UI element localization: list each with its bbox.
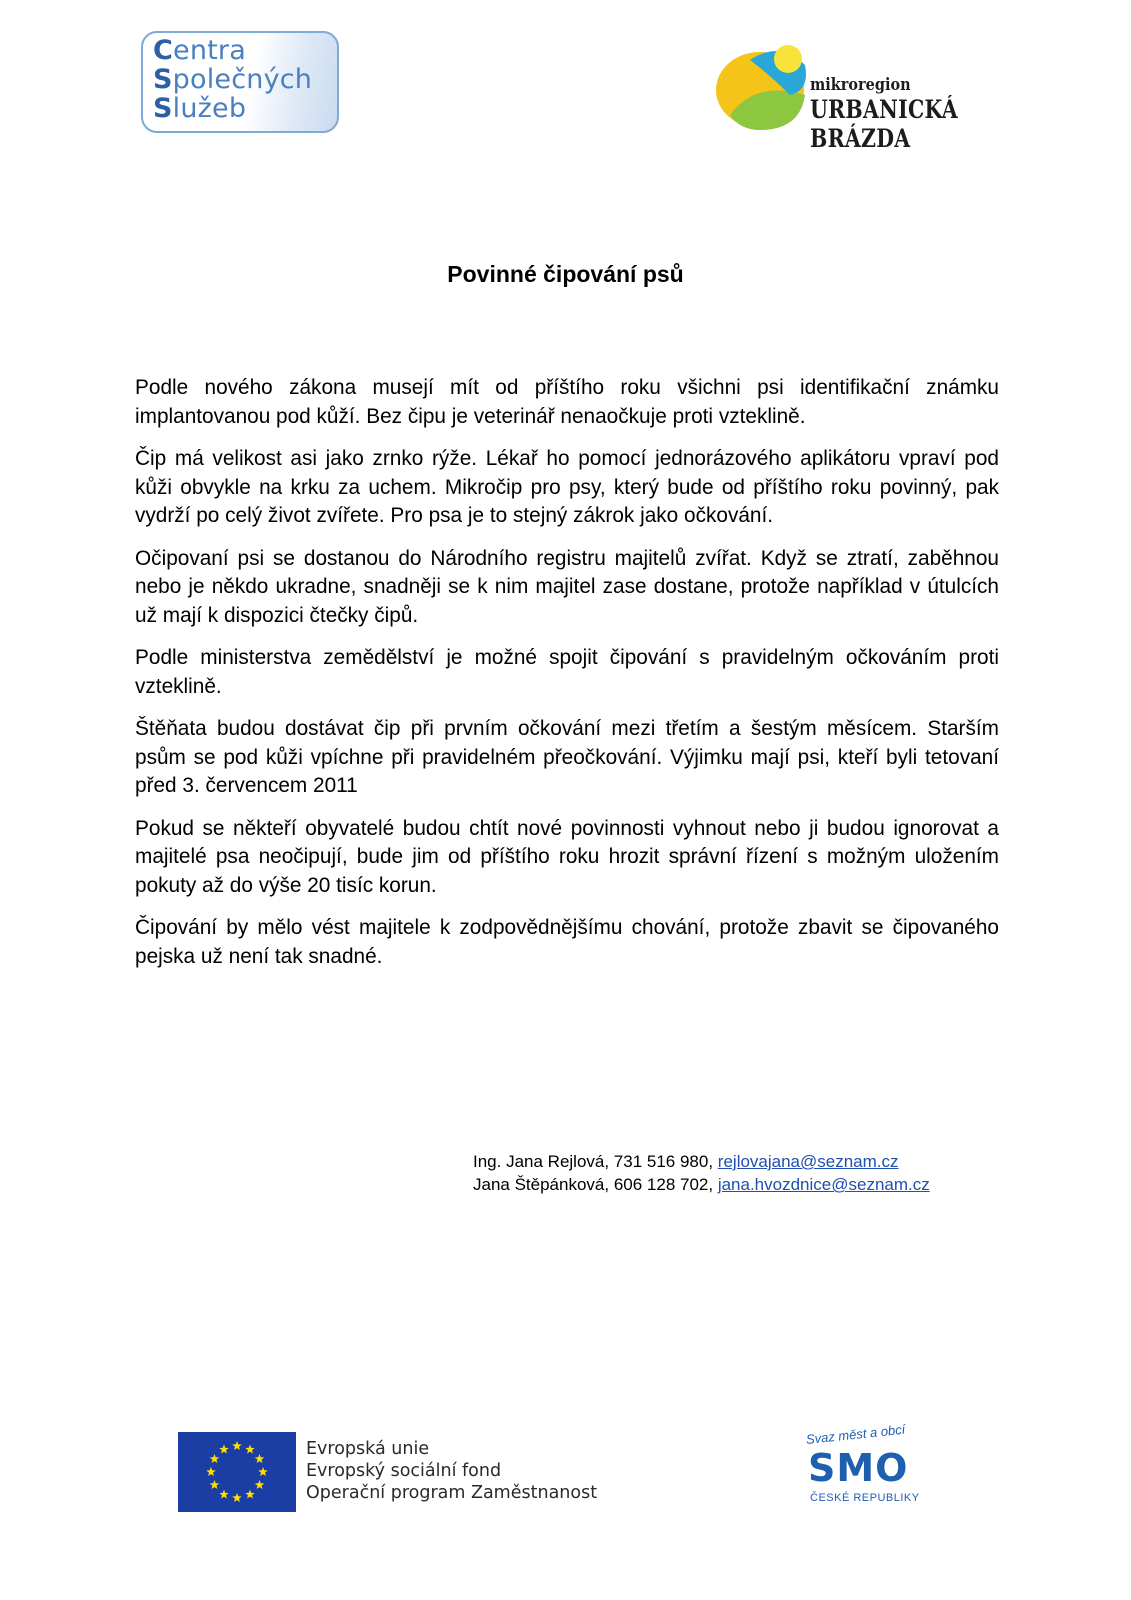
contact-line	[473, 1173, 930, 1196]
eu-star-icon	[245, 1490, 255, 1499]
email-link[interactable]: rejlovajana@seznam.cz	[717, 1152, 899, 1171]
smo-top-text: Svaz měst a obcí	[805, 1421, 906, 1447]
eu-star-icon	[232, 1493, 242, 1502]
logo-line-3: Služeb	[153, 93, 247, 124]
smo-logo	[800, 1421, 920, 1512]
contact-text: Jana Štěpánková, 606 128 702,	[473, 1175, 718, 1194]
eu-star-icon	[245, 1444, 255, 1453]
contacts-block	[473, 1150, 930, 1196]
paragraph: Očipovaní psi se dostanou do Národního registru majitelů zvířat. Když se ztratí, zaběhnou nebo je někdo ukradne, snadněji se k nim majitel zase dostane, protože například v útulcích už mají k dispozici čtečky čipů.	[135, 546, 999, 627]
centra-spolecnych-sluzeb-logo	[141, 31, 337, 131]
eu-star-icon	[210, 1480, 220, 1489]
eu-star-icon	[255, 1454, 265, 1463]
article-body	[135, 374, 999, 985]
eu-star-icon	[255, 1480, 265, 1489]
eu-line: Evropská unie	[306, 1439, 430, 1459]
logo-line-1: Centra	[153, 35, 246, 66]
eu-star-icon	[206, 1467, 216, 1476]
eu-text-block	[306, 1438, 597, 1504]
logo-big-text: URBANICKÁ BRÁZDA	[810, 95, 958, 153]
paragraph: Podle nového zákona musejí mít od příštího roku všichni psi identifikační známku implantovanou pod kůží. Bez čipu je veterinář nenaočkuje proti vzteklině.	[135, 376, 999, 428]
eu-line: Evropský sociální fond	[306, 1461, 502, 1481]
eu-line: Operační program Zaměstnanost	[306, 1483, 598, 1503]
eu-star-icon	[210, 1454, 220, 1463]
page-title: Povinné čipování psů	[447, 261, 684, 287]
paragraph: Čipování by mělo vést majitele k zodpovědnějšímu chování, protože zbavit se čipovaného pejska už není tak snadné.	[135, 916, 999, 968]
eu-star-icon	[232, 1441, 242, 1450]
paragraph: Podle ministerstva zemědělství je možné spojit čipování s pravidelným očkováním proti vzteklině.	[135, 646, 999, 698]
smo-big-text: SMO	[808, 1446, 909, 1490]
eu-star-icon	[219, 1444, 229, 1453]
paragraph: Pokud se někteří obyvatelé budou chtít nové povinnosti vyhnout nebo ji budou ignorovat a majitelé psa neočipují, bude jim od příštího roku hrozit správní řízení s možným uložením pokuty až do výše 20 tisíc korun.	[135, 816, 999, 897]
paragraph: Štěňata budou dostávat čip při prvním očkování mezi třetím a šestým měsícem. Starším psům se pod kůži vpíchne při pravidelném přeočkování. Výjimku mají psi, kteří byli tetovaní před 3. červencem 2011	[135, 717, 999, 797]
urbanicka-brazda-emblem-icon	[710, 35, 820, 135]
contact-text: Ing. Jana Rejlová, 731 516 980,	[473, 1152, 718, 1171]
urbanicka-brazda-logo	[710, 35, 1010, 153]
logo-small-text: mikroregion	[810, 75, 911, 95]
eu-star-icon	[219, 1490, 229, 1499]
smo-bottom-text: ČESKÉ REPUBLIKY	[810, 1492, 920, 1504]
contact-line	[473, 1150, 930, 1173]
email-link[interactable]: jana.hvozdnice@seznam.cz	[717, 1175, 930, 1194]
paragraph: Čip má velikost asi jako zrnko rýže. Lékař ho pomocí jednorázového aplikátoru vpraví pod kůži obvykle na krku za uchem. Mikročip pro psy, který bude od příštího roku povinný, pak vydrží po celý život zvířete. Pro psa je to stejný zákrok jako očkování.	[135, 447, 999, 527]
eu-star-icon	[258, 1467, 268, 1476]
logo-line-2: Společných	[153, 64, 313, 95]
eu-flag-icon	[178, 1432, 296, 1512]
